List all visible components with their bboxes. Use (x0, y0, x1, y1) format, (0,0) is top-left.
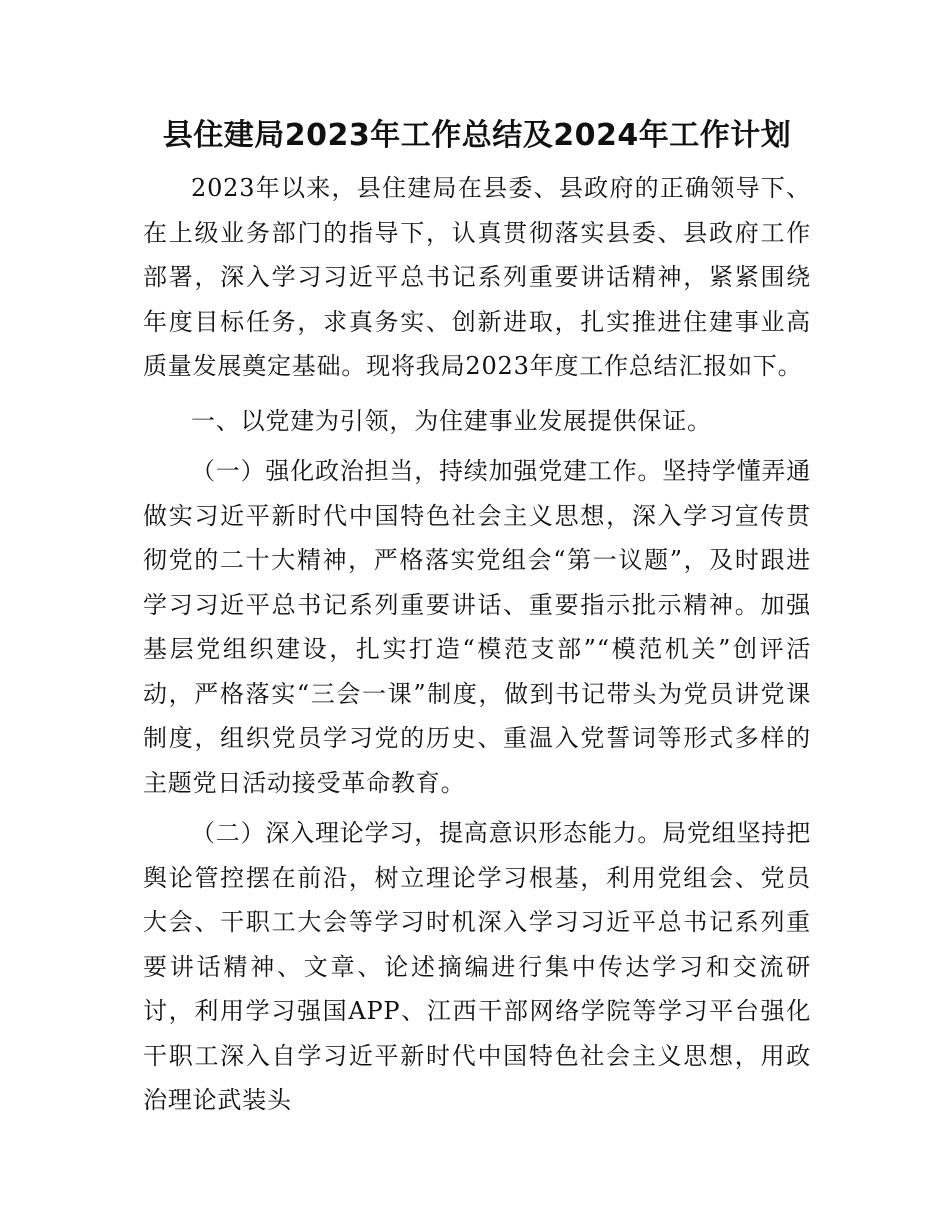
section-heading-1: 一、以党建为引领，为住建事业发展提供保证。 (191, 406, 712, 435)
intro-paragraph: 2023年以来，县住建局在县委、县政府的正确领导下、在上级业务部门的指导下，认真贯彻落实县委、县政府工作部署，深入学习习近平总书记系列重要讲话精神，紧紧围绕年度目标任务，求真务实、创新进取，扎实推进住建事业高质量发展奠定基础。现将我局2023年度工作总结汇报如下。 (143, 174, 811, 380)
document-title: 县住建局2023年工作总结及2024年工作计划 (162, 118, 792, 153)
subsection-paragraph-2: （二）深入理论学习，提高意识形态能力。局党组坚持把舆论管控摆在前沿，树立理论学习根基，利用党组会、党员大会、干职工大会等学习时机深入学习习近平总书记系列重要讲话精神、文章、论述摘编进行集中传达学习和交流研讨，利用学习强国APP、江西干部网络学院等学习平台强化干职工深入自学习近平新时代中国特色社会主义思想，用政治理论武装头 (143, 819, 811, 1114)
subsection-paragraph-1: （一）强化政治担当，持续加强党建工作。坚持学懂弄通做实习近平新时代中国特色社会主义思想，深入学习宣传贯彻党的二十大精神，严格落实党组会“第一议题”，及时跟进学习习近平总书记系列重要讲话、重要指示批示精神。加强基层党组织建设，扎实打造“模范支部”“模范机关”创评活动，严格落实“三会一课”制度，做到书记带头为党员讲党课制度，组织党员学习党的历史、重温入党誓词等形式多样的主题党日活动接受革命教育。 (143, 457, 811, 797)
document-body (143, 112, 811, 1123)
